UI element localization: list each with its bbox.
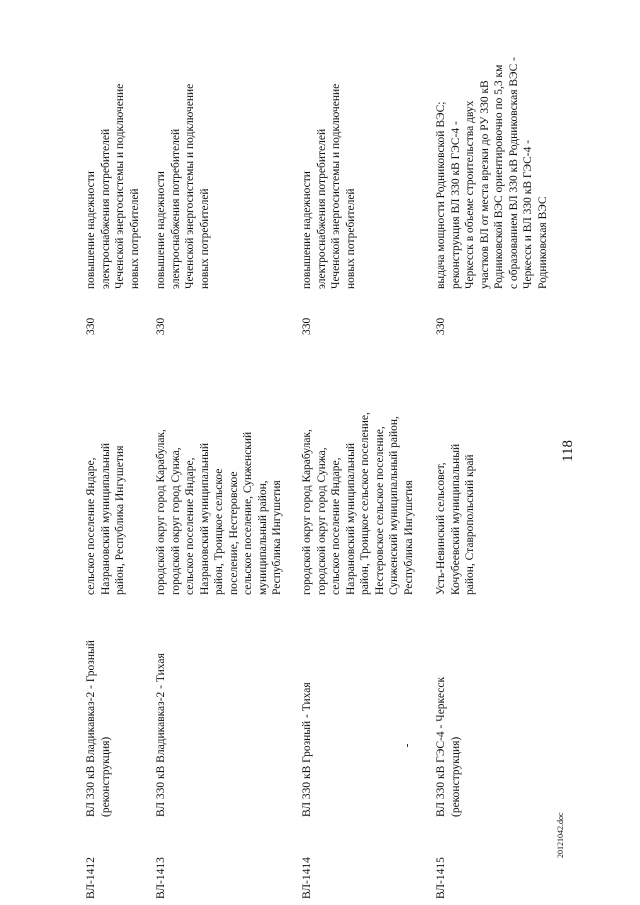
- line-purpose-line: Чеченской энергосистемы и подключение: [330, 83, 342, 289]
- line-name-line: ВЛ 330 кВ Владикавказ-2 - Тихая: [155, 653, 167, 817]
- line-location: [300, 345, 416, 595]
- line-purpose-line: новых потребителей: [128, 188, 141, 289]
- line-purpose-line: Чеченской энергосистемы и подключение: [114, 83, 126, 289]
- line-location-line: Назрановский муниципальный: [344, 443, 357, 595]
- line-name-line: ВЛ 330 кВ Владикавказ-2 - Грозный: [85, 640, 97, 817]
- power-line-table: [78, 57, 549, 905]
- line-purpose-line: Чеченской энергосистемы и подключение: [184, 83, 196, 289]
- line-id: ВЛ-1412: [85, 857, 97, 899]
- line-name: [84, 597, 113, 817]
- line-purpose-line: повышение надежности: [155, 171, 167, 289]
- line-purpose-line: повышение надежности: [85, 171, 97, 289]
- line-location-line: район, Республика Ингушетия: [114, 445, 126, 595]
- line-purpose-line: Черкесск и ВЛ 330 кВ ГЭС-4 -: [522, 139, 534, 289]
- line-location-line: сельское поселение Яндаре,: [184, 457, 196, 595]
- line-location: [84, 345, 128, 595]
- line-purpose-line: с образованием ВЛ 330 кВ Родниковская ВЭС -: [507, 57, 520, 289]
- line-location-line: городской округ город Карабулак,: [301, 429, 313, 595]
- line-location-line: городской округ город Карабулак,: [155, 429, 167, 595]
- line-name-line: ВЛ 330 кВ ГЭС-4 - Черкесск: [435, 676, 447, 817]
- line-purpose-line: Родниковская ВЭС: [536, 196, 549, 289]
- voltage-kv: 330: [85, 317, 97, 335]
- line-purpose: [300, 59, 358, 289]
- line-location-line: городской округ город Сунжа,: [315, 447, 328, 595]
- voltage-kv: 330: [301, 317, 313, 335]
- line-id: ВЛ-1413: [155, 857, 167, 899]
- line-purpose-line: Родниковской ВЭС ориентировочно по 5,3 км: [493, 64, 505, 289]
- line-location-line: Кочубеевский муниципальный: [449, 443, 462, 595]
- line-location: [434, 345, 478, 595]
- line-location-line: сельское поселение Яндаре,: [330, 457, 342, 595]
- line-purpose: [434, 59, 550, 289]
- line-name: [434, 597, 463, 817]
- line-purpose-line: реконструкция ВЛ 330 кВ ГЭС-4 -: [449, 121, 462, 289]
- line-location-line: сельское поселение, Сунженский: [242, 431, 254, 595]
- line-name-line: ВЛ 330 кВ Грозный - Тихая: [301, 682, 313, 817]
- line-purpose-line: электроснабжения потребителей: [99, 128, 112, 289]
- line-name-line: (реконструкция): [99, 736, 112, 817]
- line-purpose-line: электроснабжения потребителей: [315, 128, 328, 289]
- page-number: 118: [560, 440, 576, 462]
- line-purpose: [154, 59, 212, 289]
- line-purpose: [84, 59, 142, 289]
- line-location-line: Сунженский муниципальный район,: [388, 416, 400, 595]
- line-location: [154, 345, 285, 595]
- line-location-line: поселение, Нестеровское: [227, 471, 240, 595]
- line-location-line: Республика Ингушетия: [402, 480, 415, 595]
- line-location-line: Назрановский муниципальный: [99, 443, 112, 595]
- line-location-line: Назрановский муниципальный: [198, 443, 211, 595]
- line-location-line: муниципальный район,: [256, 480, 269, 595]
- separator-mark: [407, 744, 408, 747]
- line-id: ВЛ-1414: [301, 857, 313, 899]
- voltage-kv: 330: [435, 317, 447, 335]
- line-name-line: (реконструкция): [449, 736, 462, 817]
- line-purpose-line: электроснабжения потребителей: [169, 128, 182, 289]
- line-purpose-line: участков ВЛ от места врезки до РУ 330 кВ: [478, 80, 491, 289]
- line-name: [154, 597, 169, 817]
- document-id: 20121042.doc: [556, 812, 565, 858]
- line-location-line: сельское поселение Яндаре,: [85, 457, 97, 595]
- line-location-line: район, Троицкое сельское: [213, 468, 225, 595]
- line-purpose-line: новых потребителей: [344, 188, 357, 289]
- line-purpose-line: новых потребителей: [198, 188, 211, 289]
- line-location-line: район, Ставропольский край: [464, 454, 476, 595]
- voltage-kv: 330: [155, 317, 167, 335]
- line-purpose-line: Черкесск в объеме строительства двух: [464, 100, 476, 289]
- line-id: ВЛ-1415: [435, 857, 447, 899]
- line-location-line: район, Троицкое сельское поселение,: [359, 412, 371, 595]
- line-location-line: Республика Ингушетия: [271, 480, 283, 595]
- line-location-line: Нестеровское сельское поселение,: [373, 426, 386, 595]
- line-name: [300, 597, 315, 817]
- line-location-line: Усть-Невинский сельсовет,: [435, 462, 447, 595]
- line-purpose-line: повышение надежности: [301, 171, 313, 289]
- line-location-line: городской округ город Сунжа,: [169, 447, 182, 595]
- line-purpose-line: выдача мощности Родниковской ВЭС;: [435, 101, 447, 289]
